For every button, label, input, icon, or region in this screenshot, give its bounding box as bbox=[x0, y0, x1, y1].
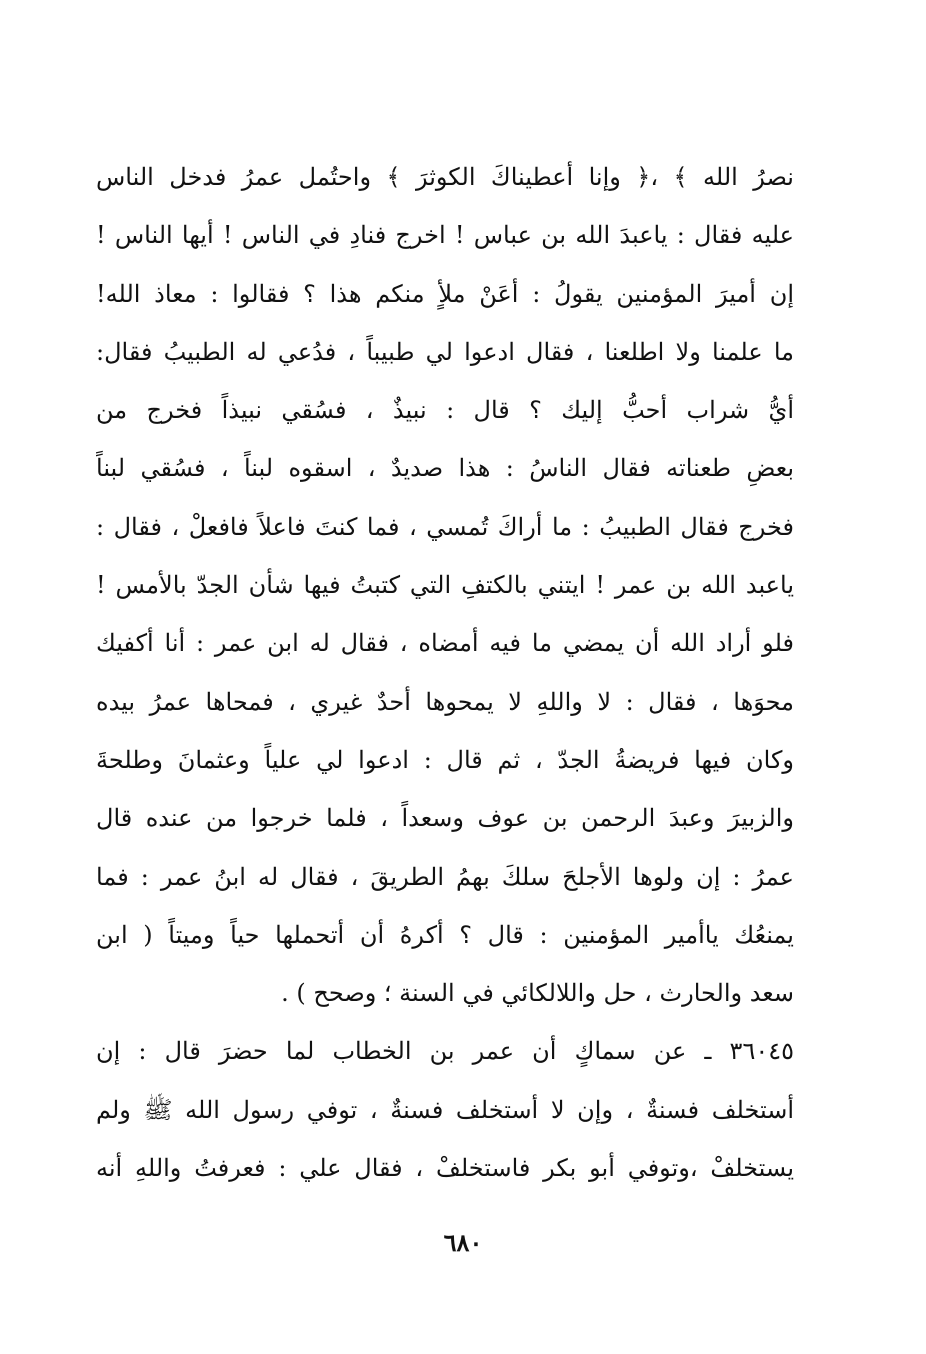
text-line-paragraph-end: سعد والحارث ، حل واللالكائي في السنة ؛ وصحح ) . bbox=[281, 979, 794, 1008]
text-line: يمنعُك ياأمير المؤمنين : قال ؟ أكرهُ أن أتحملها حياً وميتاً ( ابن bbox=[96, 920, 794, 949]
text-line: أيُّ شراب أحبُّ إليك ؟ قال : نبيذٌ ، فسُقي نبيذاً فخرج من bbox=[96, 396, 794, 425]
text-line: عمرُ : إن ولوها الأجلحَ سلكَ بهمُ الطريقَ ، فقال له ابنُ عمر : فما bbox=[96, 862, 794, 891]
text-line: نصرُ الله ﴾ ،﴿ وإنا أعطيناكَ الكوثرَ ﴾ واحتُمل عمرُ فدخل الناس bbox=[96, 163, 794, 191]
text-line: إن أميرَ المؤمنين يقولُ : أعَنْ ملأٍ منكم هذا ؟ فقالوا : معاذ الله! bbox=[96, 279, 794, 308]
text-line: وكان فيها فريضةُ الجدّ ، ثم قال : ادعوا لي علياً وعثمانَ وطلحةَ bbox=[96, 745, 794, 774]
text-line: ما علمنا ولا اطلعنا ، فقال ادعوا لي طبيباً ، فدُعي له الطبيبُ فقال: bbox=[96, 337, 794, 366]
text-line: ياعبد الله بن عمر ! ايتني بالكتفِ التي كتبتُ فيها شأن الجدّ بالأمس ! bbox=[96, 571, 794, 600]
text-line: فخرج فقال الطبيبُ : ما أراكَ تُمسي ، فما كنتَ فاعلاً فافعلْ ، فقال : bbox=[96, 512, 794, 541]
text-line: بعضِ طعناته فقال الناسُ : هذا صديدٌ ، اسقوه لبناً ، فسُقي لبناً bbox=[96, 454, 794, 483]
text-line: يستخلفْ ،وتوفي أبو بكر فاستخلفْ ، فقال علي : فعرفتُ واللهِ أنه bbox=[96, 1154, 794, 1183]
body-text bbox=[96, 148, 794, 1197]
page-number: ٦٨٠ bbox=[443, 1228, 483, 1257]
text-line: فلو أراد الله أن يمضي ما فيه أمضاه ، فقال له ابن عمر : أنا أكفيك bbox=[96, 629, 794, 658]
text-line: أستخلف فسنةٌ ، وإن لا أستخلف فسنةٌ ، توفي رسول الله ﷺ ولم bbox=[96, 1095, 794, 1124]
text-line: محوَها ، فقال : لا واللهِ لا يمحوها أحدٌ غيري ، فمحاها عمرُ بيده bbox=[96, 687, 794, 716]
text-line: والزبيرَ وعبدَ الرحمن بن عوف وسعداً ، فلما خرجوا من عنده قال bbox=[96, 804, 794, 833]
text-line: عليه فقال : ياعبدَ الله بن عباس ! اخرج فنادِ في الناس ! أيها الناس ! bbox=[96, 221, 794, 250]
hadith-number-line: ٣٦٠٤٥ ـ عن سماكٍ أن عمر بن الخطاب لما حضرَ قال : إن bbox=[96, 1037, 794, 1066]
